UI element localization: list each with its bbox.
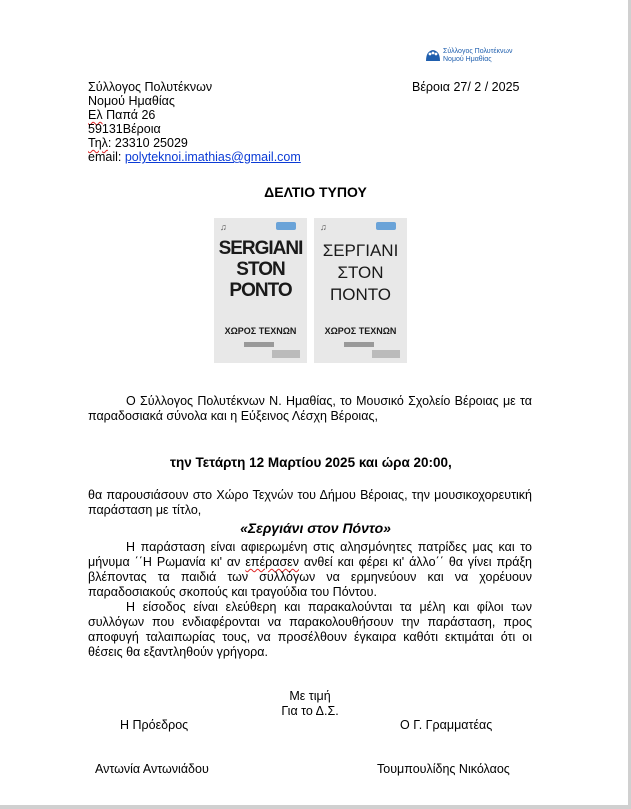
presentation-paragraph: θα παρουσιάσουν στο Χώρο Τεχνών του Δήμου Βέροιας, την μουσικοχορευτική παράσταση με τίτλο, — [88, 488, 532, 517]
family-icon — [425, 48, 441, 62]
logo-text — [443, 48, 512, 64]
phone-abbr: Τηλ — [88, 136, 108, 150]
misspelled-word: επέρασεν — [245, 555, 299, 569]
music-note-icon: ♫ — [220, 222, 227, 232]
address-rest: Παπά 26 — [102, 108, 156, 122]
poster-info-bar — [272, 350, 300, 358]
association-logo — [425, 46, 535, 72]
sender-line2: Νομού Ημαθίας — [88, 94, 175, 108]
logo-line2: Νομού Ημαθίας — [443, 56, 492, 63]
phone-rest: : 23310 25029 — [107, 136, 188, 150]
poster-venue: ΧΩΡΟΣ ΤΕΧΝΩΝ — [224, 326, 297, 336]
address-abbr: Ελ — [88, 108, 103, 122]
dedication-text-b: ανθεί και φέρει κι' άλλο΄΄ θα γίνει πράξη βλέποντας τα παιδιά των συλλόγων να ερμηνεύουν και να χορέυουν παραδοσιακούς σκοπούς και τραγούδια του Πόντου. — [88, 555, 532, 599]
poster-line: PONTO — [229, 280, 292, 301]
sender-line1: Σύλλογος Πολυτέκνων — [88, 80, 213, 94]
secretary-name: Τουμπουλίδης Νικόλαος — [377, 762, 510, 776]
dedication-text-a: Η παράσταση είναι αφιερωμένη στις αλησμόνητες πατρίδες μας και το μήνυμα ΄΄Η Ρωμανία κι' αν — [88, 540, 532, 569]
sender-block — [88, 80, 301, 164]
sender-email — [88, 150, 301, 164]
poster-line: STON — [236, 259, 285, 280]
poster-greek — [314, 218, 407, 363]
intro-paragraph: Ο Σύλλογος Πολυτέκνων Ν. Ημαθίας, το Μουσικό Σχολείο Βέροιας με τα παραδοσιακά σύνολα και η Εύξεινος Λέσχη Βέροιας, — [88, 394, 532, 423]
document-title: ΔΕΛΤΙΟ ΤΥΠΟΥ — [264, 184, 367, 200]
sender-address — [88, 108, 301, 122]
poster-line: ΣΤΟΝ — [337, 263, 384, 282]
poster-title-latin — [214, 238, 307, 301]
page-edge-bottom — [0, 805, 631, 809]
closing-line2: Για το Δ.Σ. — [281, 704, 339, 718]
closing-block — [0, 689, 620, 719]
sender-city: 59131Βέροια — [88, 122, 161, 136]
show-title: «Σεργιάνι στον Πόντο» — [240, 520, 391, 536]
event-date: την Τετάρτη 12 Μαρτίου 2025 και ώρα 20:00, — [170, 455, 452, 470]
poster-line: ΠΟΝΤΟ — [329, 285, 392, 304]
president-role: Η Πρόεδρος — [120, 718, 189, 732]
secretary-role: Ο Γ. Γραμματέας — [400, 718, 493, 732]
email-link[interactable]: polyteknoi.imathias@gmail.com — [124, 150, 301, 164]
poster-line: ΣΕΡΓΙΑΝΙ — [322, 241, 399, 260]
entry-paragraph: Η είσοδος είναι ελεύθερη και παρακαλούνται τα μέλη και φίλοι των συλλόγων που ενδιαφέρονται να παρακολουθήσουν την παράσταση, προς αποφυγή ταλαιπωρίας τους, να προσέλθουν έγκαιρα καθότι εκτιμάται ότι οι θέσεις θα εξαντληθούν γρήγορα. — [88, 600, 532, 659]
poster-info-bar — [344, 342, 374, 347]
closing-line1: Με τιμή — [289, 689, 331, 703]
sender-phone — [88, 136, 301, 150]
poster-title-greek — [314, 240, 407, 306]
logo-line1: Σύλλογος Πολυτέκνων — [443, 48, 513, 55]
music-note-icon: ♫ — [320, 222, 327, 232]
poster-info-bar — [372, 350, 400, 358]
poster-logo-icon — [276, 222, 296, 230]
poster-info-bar — [244, 342, 274, 347]
date-place: Βέροια 27/ 2 / 2025 — [412, 80, 520, 94]
email-label: email: — [88, 150, 125, 164]
poster-line: SERGIANI — [218, 238, 303, 259]
dedication-paragraph — [88, 540, 532, 600]
poster-venue: ΧΩΡΟΣ ΤΕΧΝΩΝ — [324, 326, 397, 336]
poster-logo-icon — [376, 222, 396, 230]
poster-latin — [214, 218, 307, 363]
president-name: Αντωνία Αντωνιάδου — [95, 762, 209, 776]
